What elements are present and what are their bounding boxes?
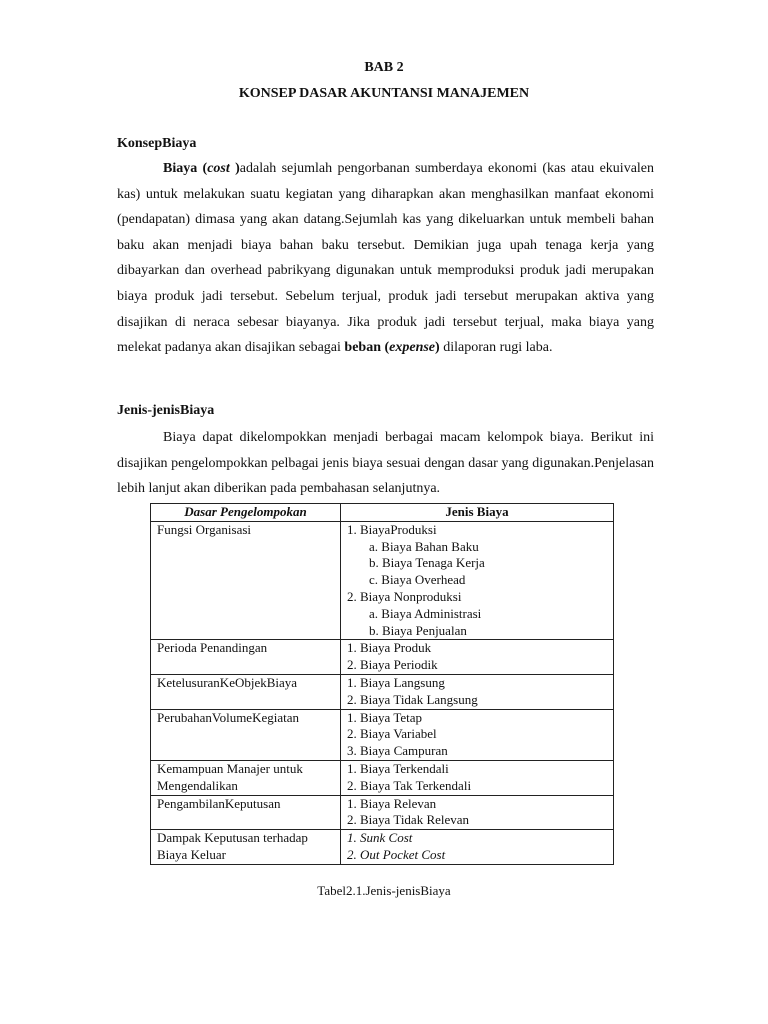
table-row [151, 795, 614, 830]
table-cell-basis: PerubahanVolumeKegiatan [151, 709, 341, 760]
table-cell-basis: Perioda Penandingan [151, 640, 341, 675]
table-cell-basis: Dampak Keputusan terhadap Biaya Keluar [151, 830, 341, 865]
table-header-types: Jenis Biaya [341, 504, 614, 522]
list-item: 3. Biaya Campuran [347, 743, 448, 759]
term-biaya: Biaya [163, 161, 198, 176]
term-beban-close: ) [435, 340, 440, 356]
list-item: 2. Biaya Tidak Langsung [347, 691, 478, 707]
table-row [151, 640, 614, 675]
table-cell-types [341, 760, 614, 795]
section-heading-jenis-biaya: Jenis-jenisBiaya [117, 403, 215, 418]
term-expense: expense [389, 340, 436, 356]
chapter-number: BAB 2 [364, 60, 404, 75]
table-cell-types [341, 830, 614, 865]
chapter-title: KONSEP DASAR AKUNTANSI MANAJEMEN [238, 86, 530, 101]
list-item: 2. Biaya Periodik [347, 657, 438, 673]
table-row [151, 709, 614, 760]
list-item: 1. Biaya Terkendali [347, 760, 449, 776]
table-caption: Tabel2.1.Jenis-jenisBiaya [317, 883, 451, 898]
paragraph-body: adalah sejumlah pengorbanan sumberdaya ekonomi (kas atau ekuivalen kas) untuk melakukan suatu kegiatan yang diharapkan akan menghasilkan manfaat ekonomi (pendapatan) dimasa yang akan datang.Sejumlah kas yang dikeluarkan untuk membeli bahan baku akan menjadi biaya bahan baku tersebut. Demikian juga upah tenaga kerja yang dibayarkan dan overhead pabrikyang digunakan untuk memproduksi produk jadi merupakan biaya produk jadi tersebut. Sebelum terjual, produk jadi tersebut merupakan aktiva yang disajikan di neraca sebesar biayanya. Jika produk jadi tersebut terjual, maka biaya yang melekat padanya akan disajikan sebagai [117, 161, 655, 356]
table-row [151, 521, 614, 640]
term-close: ) [229, 161, 240, 176]
list-item: 2. Out Pocket Cost [347, 846, 446, 862]
table-cell-basis: Kemampuan Manajer untuk Mengendalikan [151, 760, 341, 795]
list-item: c. Biaya Overhead [369, 572, 466, 588]
list-item: b. Biaya Penjualan [369, 622, 467, 638]
list-item: a. Biaya Administrasi [369, 605, 482, 621]
table-cell-basis: KetelusuranKeObjekBiaya [151, 674, 341, 709]
table-cell-basis: Fungsi Organisasi [151, 521, 341, 640]
list-item: 1. BiayaProduksi [347, 521, 437, 537]
table-cell-types [341, 709, 614, 760]
list-item: 1. Biaya Relevan [347, 795, 437, 811]
table-header-basis: Dasar Pengelompokan [151, 504, 341, 522]
list-item: 2. Biaya Tidak Relevan [347, 812, 470, 828]
list-item: 1. Biaya Tetap [347, 709, 423, 725]
section-heading-konsep-biaya: KonsepBiaya [117, 136, 197, 151]
paragraph-konsep-biaya [117, 156, 654, 361]
list-item: a. Biaya Bahan Baku [369, 538, 479, 554]
table-cell-types [341, 795, 614, 830]
table-row [151, 830, 614, 865]
table-row [151, 760, 614, 795]
list-item: 2. Biaya Tak Terkendali [347, 777, 472, 793]
term-open: ( [197, 161, 208, 176]
table-row [151, 674, 614, 709]
table-cell-types [341, 640, 614, 675]
list-item: 1. Biaya Produk [347, 640, 432, 656]
paragraph-tail: dilaporan rugi laba. [439, 340, 553, 356]
paragraph-jenis-biaya: Biaya dapat dikelompokkan menjadi berbagai macam kelompok biaya. Berikut ini disajikan pengelompokkan pelbagai jenis biaya sesuai dengan dasar yang digunakan.Penjelasan lebih lanjut akan diberikan pada pembahasan selanjutnya. [117, 430, 654, 497]
table-header-row [151, 504, 614, 522]
term-cost: cost [207, 161, 230, 176]
cost-types-table [150, 503, 614, 865]
table-cell-types [341, 521, 614, 640]
list-item: 2. Biaya Nonproduksi [347, 588, 462, 604]
table-cell-types [341, 674, 614, 709]
list-item: 2. Biaya Variabel [347, 726, 437, 742]
table-cell-basis: PengambilanKeputusan [151, 795, 341, 830]
list-item: 1. Sunk Cost [347, 830, 413, 846]
list-item: 1. Biaya Langsung [347, 674, 445, 690]
term-beban: beban ( [344, 340, 390, 356]
list-item: b. Biaya Tenaga Kerja [369, 555, 485, 571]
